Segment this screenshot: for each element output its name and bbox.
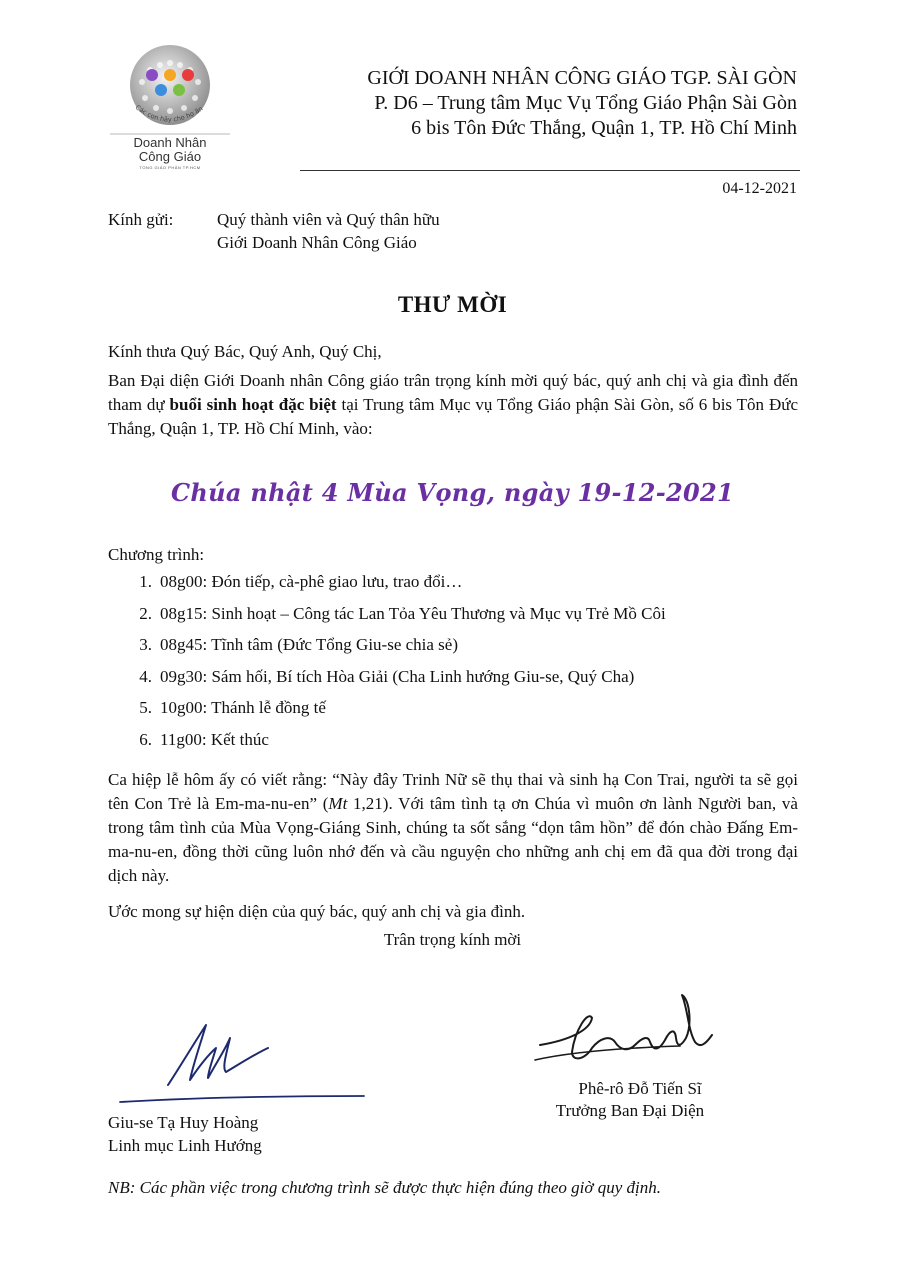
program-item-number: 3.: [139, 635, 152, 654]
program-item: [108, 661, 666, 693]
logo-subtext: TỔNG GIÁO PHẬN TP.HCM: [139, 165, 201, 170]
program-item-number: 4.: [139, 666, 152, 686]
red-dot: [182, 69, 194, 81]
green-dot: [173, 84, 185, 96]
recipient-line-1: Quý thành viên và Quý thân hữu: [217, 210, 440, 229]
program-list: [108, 566, 666, 755]
letter-date: 04-12-2021: [722, 180, 797, 197]
recipient-label: Kính gửi:: [108, 210, 174, 229]
signatory-left-name: Giu-se Tạ Huy Hoàng: [108, 1113, 259, 1132]
org-office: P. D6 – Trung tâm Mục Vụ Tổng Giáo Phận Sài Gòn: [374, 92, 797, 114]
intro-text-after: tại Trung tâm Mục vụ Tổng Giáo phận Sài Gòn, số 6 bis Tôn Đức Thắng, Quận 1, TP. Hồ Chí Minh, vào:: [108, 395, 798, 438]
signatory-right-title: Trưởng Ban Đại Diện: [555, 1101, 705, 1120]
logo-text-doanh-nhan: Doanh Nhân: [133, 135, 207, 150]
blue-dot: [155, 84, 167, 96]
footnote: [108, 1178, 661, 1198]
program-item-text: 09g30: Sám hối, Bí tích Hòa Giải (Cha Linh hướng Giu-se, Quý Cha): [160, 666, 635, 686]
signatory-right-name: Phê-rô Đỗ Tiến Sĩ: [578, 1079, 702, 1098]
program-item: [108, 724, 666, 756]
logo-arc-text: Các con hãy cho họ ăn: [133, 103, 205, 124]
program-label: Chương trình:: [108, 545, 205, 564]
org-address: 6 bis Tôn Đức Thắng, Quận 1, TP. Hồ Chí Minh: [411, 117, 797, 139]
scripture-text-after: 1,21). Với tâm tình tạ ơn Chúa vì muôn ơn lành Người ban, và trong tâm tình của Mùa Vọng-Giáng Sinh, chúng ta sốt sắng “dọn tâm hồn” để đón chào Đấng Em-ma-nu-en, đồng thời cũng luôn nhớ đến và cầu nguyện cho những anh chị em đã qua đời trong đại dịch này.: [108, 794, 798, 885]
wish-paragraph: Ước mong sự hiện diện của quý bác, quý anh chị và gia đình.: [108, 902, 526, 921]
footnote-prefix: NB: [108, 1178, 130, 1197]
header-divider: [300, 170, 800, 171]
intro-emphasis: buổi sinh hoạt đặc biệt: [169, 395, 337, 414]
program-item-text: 10g00: Thánh lễ đồng tế: [160, 698, 326, 717]
purple-dot: [146, 69, 158, 81]
intro-paragraph: [108, 369, 798, 441]
intro-text-before: Ban Đại diện Giới Doanh nhân Công giáo trân trọng kính mời quý bác, quý anh chị và gia đình đến tham dự: [108, 371, 798, 414]
program-item-text: 11g00: Kết thúc: [160, 729, 269, 749]
program-item-number: 6.: [139, 729, 152, 749]
program-item-text: 08g45: Tĩnh tâm (Đức Tổng Giu-se chia sẻ): [160, 635, 458, 654]
program-item: [108, 566, 666, 598]
greeting: Kính thưa Quý Bác, Quý Anh, Quý Chị,: [108, 342, 382, 361]
document-title: THƯ MỜI: [397, 292, 508, 317]
signature-left: [108, 1010, 378, 1110]
program-item-number: 5.: [139, 698, 152, 717]
program-item-number: 2.: [139, 603, 152, 623]
program-item: [108, 598, 666, 630]
scripture-text-before: Ca hiệp lễ hôm ấy có viết rằng: “Này đây Trinh Nữ sẽ thụ thai và sinh hạ Con Trai, người ta sẽ gọi tên Con Trẻ là Em-ma-nu-en” (: [108, 770, 798, 813]
program-item-text: 08g15: Sinh hoạt – Công tác Lan Tỏa Yêu Thương và Mục vụ Trẻ Mồ Côi: [160, 603, 666, 623]
scripture-paragraph: [108, 768, 798, 888]
org-name: GIỚI DOANH NHÂN CÔNG GIÁO TGP. SÀI GÒN: [367, 67, 797, 89]
event-date-heading: Chúa nhật 4 Mùa Vọng, ngày 19-12-2021: [170, 478, 735, 507]
scripture-reference: Mt: [328, 794, 348, 813]
signatory-left-title: Linh mục Linh Hướng: [108, 1136, 262, 1155]
footnote-text: : Các phần việc trong chương trình sẽ được thực hiện đúng theo giờ quy định.: [129, 1178, 661, 1197]
orange-dot: [164, 69, 176, 81]
program-item: [108, 692, 666, 724]
closing-line: Trân trọng kính mời: [383, 930, 522, 949]
signature-right: [530, 990, 730, 1075]
logo-text-cong-giao: Công Giáo: [138, 149, 202, 164]
program-item-text: 08g00: Đón tiếp, cà-phê giao lưu, trao đổi…: [160, 572, 463, 591]
program-item: [108, 629, 666, 661]
program-item-number: 1.: [139, 572, 152, 591]
recipient-line-2: Giới Doanh Nhân Công Giáo: [217, 233, 417, 252]
